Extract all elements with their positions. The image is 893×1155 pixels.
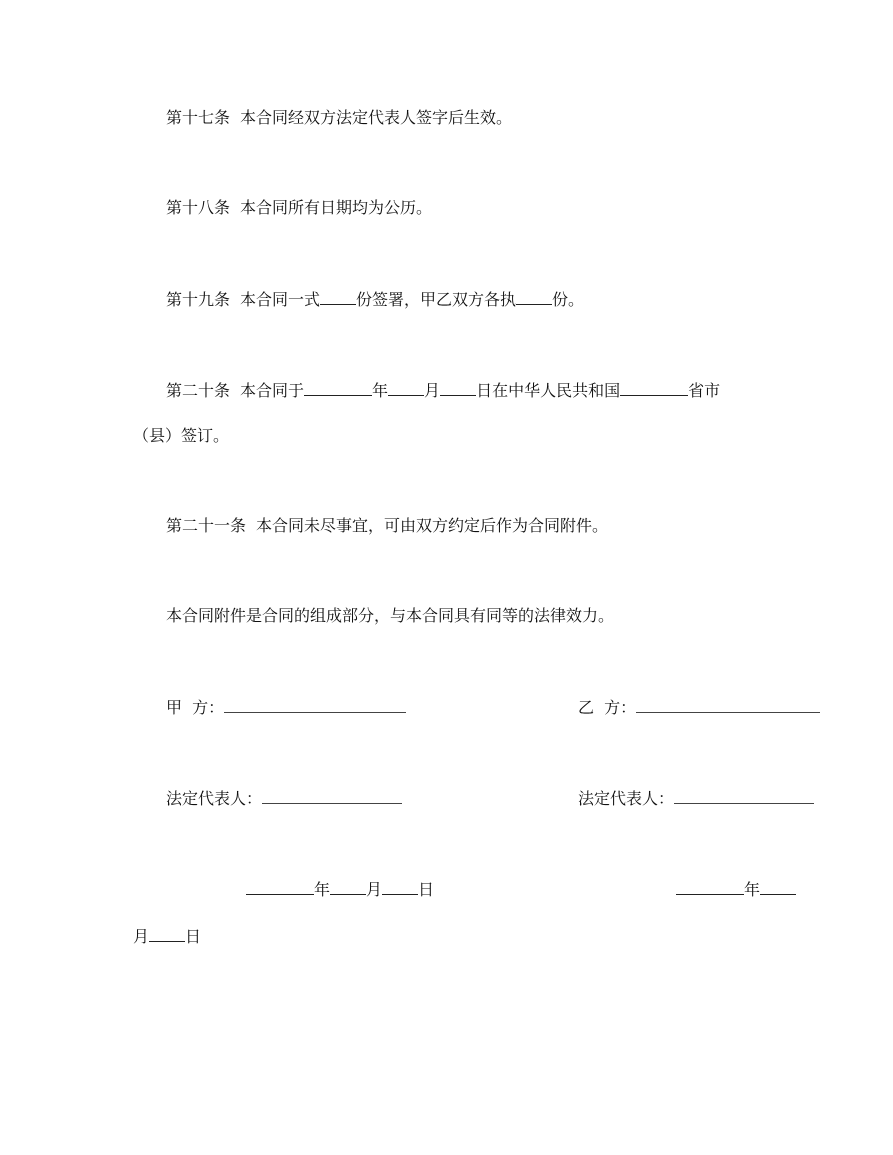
annex-statement <box>166 606 614 626</box>
rep-b-signature-field[interactable] <box>674 789 814 804</box>
clause-19-text-2: 份签署，甲乙双方各执 <box>356 290 517 309</box>
clause-19-label: 第十九条 <box>166 290 231 309</box>
clause-20-year: 年 <box>372 381 389 400</box>
date-a-month-blank[interactable] <box>330 879 366 895</box>
clause-17-label: 第十七条 <box>166 108 231 127</box>
date-a-row <box>246 879 434 900</box>
clause-21 <box>166 516 608 536</box>
party-b-row <box>578 698 820 718</box>
date-a-year-blank[interactable] <box>246 879 314 895</box>
party-a-row <box>166 698 406 718</box>
clause-18 <box>166 198 432 218</box>
sign-month-blank[interactable] <box>388 380 424 396</box>
clause-19 <box>166 289 584 310</box>
clause-20-text-4: 日在中华人民共和国 <box>476 381 621 400</box>
sign-province-blank[interactable] <box>620 380 688 396</box>
clause-20-continued <box>133 426 229 446</box>
rep-a-row <box>166 789 402 809</box>
clause-20-text-5: 省市 <box>688 381 721 400</box>
clause-20-label: 第二十条 <box>166 381 231 400</box>
clause-21-label: 第二十一条 <box>166 516 247 535</box>
rep-a-label: 法定代表人： <box>166 789 263 808</box>
clause-20-month: 月 <box>424 381 441 400</box>
rep-a-signature-field[interactable] <box>262 789 402 804</box>
date-b-year-blank[interactable] <box>676 879 744 895</box>
date-b-month-blank[interactable] <box>760 879 796 895</box>
date-a-day: 日 <box>418 880 435 899</box>
clause-20-text-6: （县）签订。 <box>133 426 230 445</box>
copies-total-blank[interactable] <box>320 289 356 305</box>
party-a-signature-field[interactable] <box>224 698 406 713</box>
date-a-day-blank[interactable] <box>382 879 418 895</box>
date-a-year: 年 <box>314 880 331 899</box>
clause-21-text: 本合同未尽事宜，可由双方约定后作为合同附件。 <box>256 516 609 535</box>
rep-b-label: 法定代表人： <box>578 789 675 808</box>
sign-year-blank[interactable] <box>304 380 372 396</box>
clause-18-label: 第十八条 <box>166 198 231 217</box>
party-a-label: 甲 方： <box>166 698 225 717</box>
date-b-row-continued <box>133 926 201 947</box>
rep-b-row <box>578 789 814 809</box>
date-b-month: 月 <box>133 927 150 946</box>
party-b-label: 乙 方： <box>578 698 637 717</box>
clause-20 <box>166 380 720 401</box>
sign-day-blank[interactable] <box>440 380 476 396</box>
clause-17 <box>166 108 512 128</box>
clause-17-text: 本合同经双方法定代表人签字后生效。 <box>240 108 513 127</box>
date-b-row <box>676 879 796 900</box>
date-a-month: 月 <box>366 880 383 899</box>
clause-20-text-1: 本合同于 <box>240 381 305 400</box>
date-b-day-blank[interactable] <box>149 926 185 942</box>
copies-each-blank[interactable] <box>516 289 552 305</box>
date-b-year: 年 <box>744 880 761 899</box>
clause-19-text-3: 份。 <box>552 290 585 309</box>
clause-18-text: 本合同所有日期均为公历。 <box>240 198 433 217</box>
clause-19-text-1: 本合同一式 <box>240 290 321 309</box>
annex-text: 本合同附件是合同的组成部分，与本合同具有同等的法律效力。 <box>166 606 615 625</box>
date-b-day: 日 <box>185 927 202 946</box>
party-b-signature-field[interactable] <box>636 698 820 713</box>
